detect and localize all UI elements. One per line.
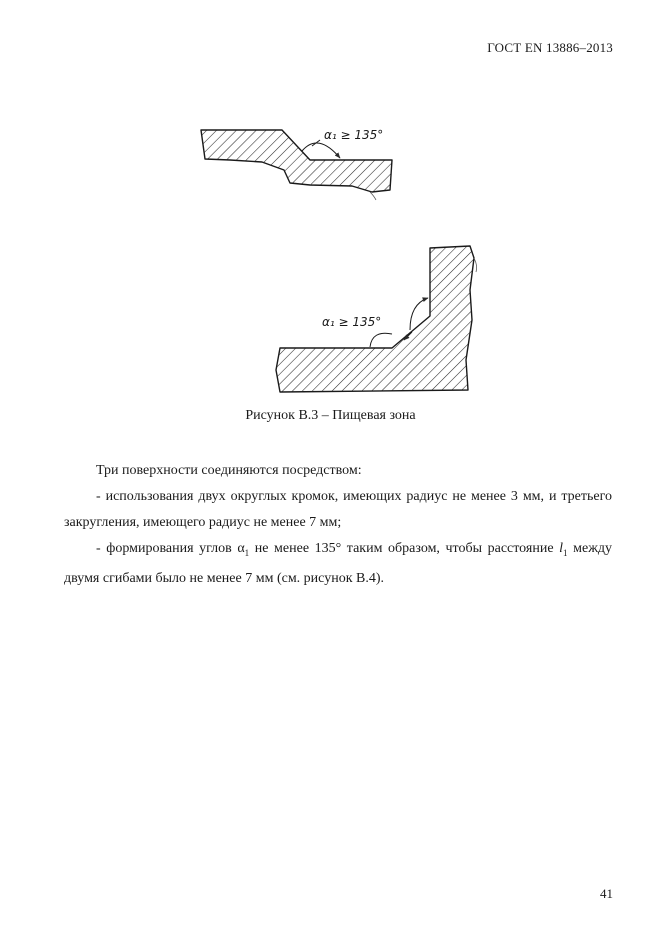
paragraph-3-part-b: не менее 135° таким образом, чтобы расстояние — [249, 541, 560, 556]
paragraph-1: Три поверхности соединяются посредством: — [96, 463, 362, 478]
paragraph-3-part-c: между двумя сгибами было не менее 7 мм (см. рисунок В.4). — [64, 541, 612, 586]
lower-angle-label: α₁ ≥ 135° — [322, 315, 382, 329]
alpha-symbol: α — [237, 541, 245, 556]
paragraph-3 — [64, 536, 612, 592]
document-code: ГОСТ EN 13886–2013 — [487, 40, 613, 55]
paragraph-2: - использования двух округлых кромок, имеющих радиус не менее 3 мм, и третьего закругления, имеющего радиус не менее 7 мм; — [64, 489, 612, 530]
paragraph-3-part-a: - формирования углов — [96, 541, 238, 556]
page-number: 41 — [600, 886, 613, 901]
upper-angle-label: α₁ ≥ 135° — [324, 128, 384, 142]
figure-caption: Рисунок В.3 – Пищевая зона — [245, 408, 416, 423]
body-text — [64, 458, 612, 592]
figure-b3-drawing — [0, 0, 661, 400]
alpha-subscript: 1 — [244, 547, 250, 558]
l-symbol: l — [559, 541, 564, 556]
l-subscript: 1 — [563, 547, 568, 558]
